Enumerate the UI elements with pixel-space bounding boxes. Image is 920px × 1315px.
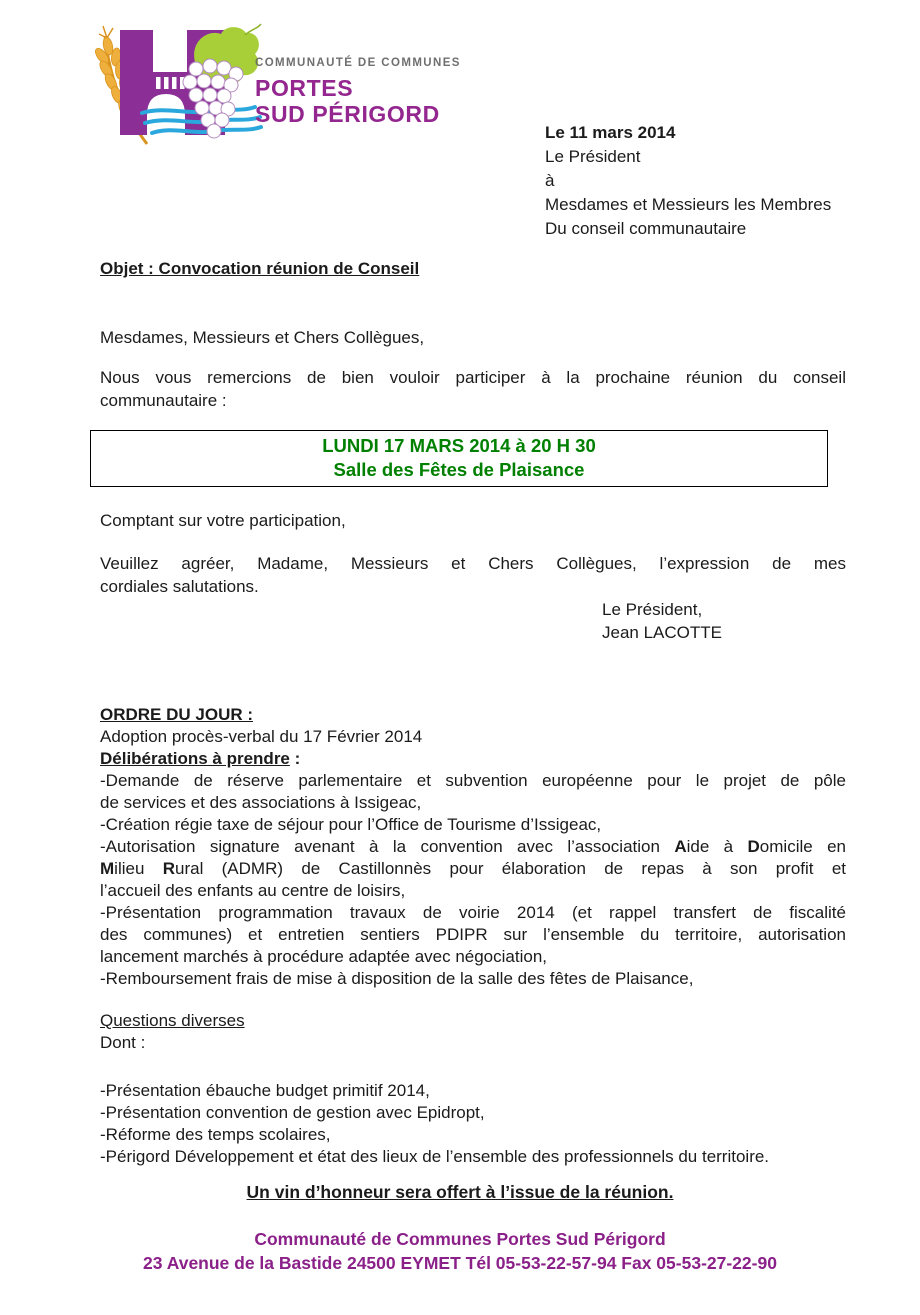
agenda-item-line: l’accueil des enfants au centre de loisirs,	[100, 881, 406, 900]
recipient-prefix: à	[545, 171, 555, 190]
agenda-item-line: de services et des associations à Issigeac,	[100, 793, 422, 812]
org-emblem-icon	[95, 22, 263, 152]
agenda-item-line: lancement marchés à procédure adaptée avec négociation,	[100, 947, 548, 966]
letter-footer	[0, 1227, 920, 1275]
questions-section	[100, 1010, 846, 1054]
signature-title: Le Président,	[602, 600, 703, 619]
logo-org-name-line1: PORTES	[255, 75, 354, 101]
agenda-item-segment: R	[162, 859, 175, 878]
letter-date: Le 11 mars 2014	[545, 123, 676, 142]
honor-announcement	[0, 1182, 920, 1203]
agenda-item-line	[100, 858, 846, 880]
agenda-item-segment: ural (ADMR) de Castillonnès pour élaboration de repas à son profit et	[175, 859, 846, 878]
participation-line: Comptant sur votre participation,	[100, 511, 346, 530]
agenda-item-segment: omicile en	[759, 837, 846, 856]
questions-item: -Réforme des temps scolaires,	[100, 1125, 331, 1144]
recipient-line1: Mesdames et Messieurs les Membres	[545, 195, 832, 214]
honor-announcement-text: Un vin d’honneur sera offert à l’issue de la réunion.	[246, 1182, 674, 1202]
deliberations-heading-text: Délibérations à prendre	[100, 749, 290, 768]
footer-org-name: Communauté de Communes Portes Sud Périgord	[254, 1229, 666, 1249]
signature-block	[602, 598, 722, 644]
agenda-item-segment: D	[747, 837, 760, 856]
questions-item: -Présentation convention de gestion avec Epidropt,	[100, 1103, 485, 1122]
valediction-line: Veuillez agréer, Madame, Messieurs et Chers Collègues, l’expression de mes	[100, 554, 846, 573]
agenda-item-segment: ide à	[686, 837, 748, 856]
footer-address: 23 Avenue de la Bastide 24500 EYMET Tél 05-53-22-57-94 Fax 05-53-27-22-90	[143, 1253, 777, 1273]
valediction-line: cordiales salutations.	[100, 577, 259, 596]
meeting-datetime: LUNDI 17 MARS 2014 à 20 H 30	[322, 435, 596, 456]
salutation: Mesdames, Messieurs et Chers Collègues,	[100, 328, 425, 347]
valediction-paragraph	[100, 552, 846, 598]
org-logo-text	[255, 57, 461, 127]
agenda-section	[100, 704, 846, 990]
signature-name: Jean LACOTTE	[602, 623, 722, 642]
sender-title: Le Président	[545, 147, 641, 166]
intro-paragraph	[100, 366, 846, 412]
agenda-title: ORDRE DU JOUR :	[100, 705, 254, 724]
questions-dont: Dont :	[100, 1033, 146, 1052]
logo-org-name-line2: SUD PÉRIGORD	[255, 101, 440, 127]
agenda-item-line: des communes) et entretien sentiers PDIPR sur l’ensemble du territoire, autorisation	[100, 925, 846, 944]
agenda-deliberations-heading	[100, 748, 846, 770]
intro-line: Nous vous remercions de bien vouloir participer à la prochaine réunion du conseil	[100, 368, 846, 387]
meeting-location: Salle des Fêtes de Plaisance	[333, 459, 585, 480]
subject-line: Objet : Convocation réunion de Conseil	[100, 259, 420, 278]
agenda-adoption: Adoption procès-verbal du 17 Février 2014	[100, 727, 423, 746]
agenda-item-line: -Création régie taxe de séjour pour l’Office de Tourisme d’Issigeac,	[100, 815, 602, 834]
meeting-box	[90, 430, 828, 487]
recipient-line2: Du conseil communautaire	[545, 219, 747, 238]
agenda-item-line: -Présentation programmation travaux de voirie 2014 (et rappel transfert de fiscalité	[100, 903, 846, 922]
agenda-item-segment: M	[100, 859, 115, 878]
agenda-item-segment: -Autorisation signature avenant à la convention avec l’association	[100, 837, 675, 856]
questions-item: -Présentation ébauche budget primitif 2014,	[100, 1081, 430, 1100]
agenda-item-segment: A	[674, 837, 687, 856]
questions-item: -Périgord Développement et état des lieux de l’ensemble des professionnels du territoire.	[100, 1147, 770, 1166]
letter-header-block	[545, 121, 831, 241]
questions-heading: Questions diverses	[100, 1011, 245, 1030]
deliberations-heading-colon: :	[289, 749, 301, 768]
agenda-item-line	[100, 836, 846, 858]
agenda-item-segment: ilieu	[114, 859, 163, 878]
questions-items	[100, 1080, 846, 1168]
intro-line: communautaire :	[100, 391, 227, 410]
logo-org-type: COMMUNAUTÉ DE COMMUNES	[255, 57, 461, 69]
agenda-item-line: -Demande de réserve parlementaire et subvention européenne pour le projet de pôle	[100, 771, 846, 790]
agenda-item-line: -Remboursement frais de mise à disposition de la salle des fêtes de Plaisance,	[100, 969, 694, 988]
